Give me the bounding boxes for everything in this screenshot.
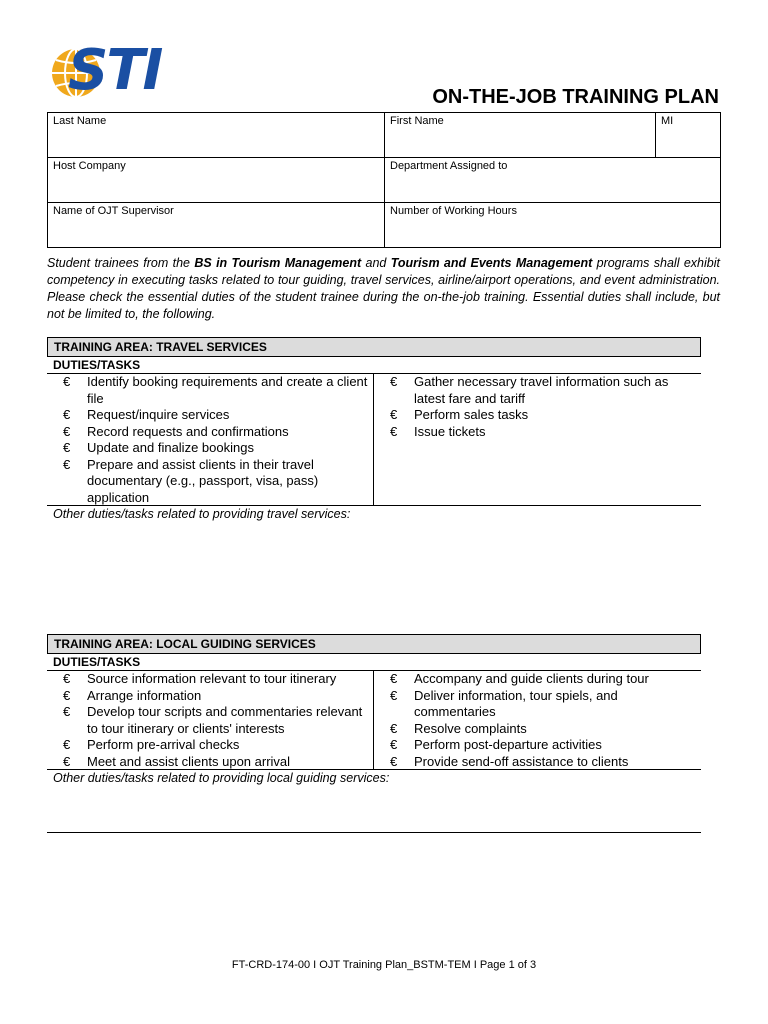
checkbox-icon[interactable]: € xyxy=(390,753,398,769)
checkbox-icon[interactable]: € xyxy=(390,687,398,703)
department-field[interactable] xyxy=(385,158,721,203)
task-label: Develop tour scripts and commentaries relevant to tour itinerary or clients' interests xyxy=(87,704,363,736)
task-label: Record requests and confirmations xyxy=(87,423,289,439)
travel-duties-label: DUTIES/TASKS xyxy=(47,357,701,374)
intro-text-3: programs shall exhibit competency in executing tasks related to tour guiding, travel services, airline/airport operations, and event administration. Please check the essential duties of the student trainee during the on-the-job training. Essential duties shall include, but not be limited to, the following. xyxy=(47,256,720,321)
last-name-field[interactable] xyxy=(48,113,385,158)
task-label: Meet and assist clients upon arrival xyxy=(87,753,291,769)
task-label: Issue tickets xyxy=(414,423,486,439)
task-checkbox-item[interactable] xyxy=(63,424,369,441)
task-label: Deliver information, tour spiels, and commentaries xyxy=(414,687,618,719)
host-company-label: Host Company xyxy=(53,160,126,172)
task-checkbox-item[interactable] xyxy=(63,407,369,424)
task-label: Identify booking requirements and create a client file xyxy=(87,374,368,406)
intro-text-1: Student trainees from the xyxy=(47,256,195,270)
task-checkbox-item[interactable] xyxy=(390,671,697,688)
task-checkbox-item[interactable] xyxy=(63,671,369,688)
trainee-info-table xyxy=(47,112,721,248)
task-checkbox-item[interactable] xyxy=(63,754,369,771)
guiding-tasks-right xyxy=(374,671,701,769)
checkbox-icon[interactable]: € xyxy=(390,671,398,686)
working-hours-label: Number of Working Hours xyxy=(390,205,517,217)
department-label: Department Assigned to xyxy=(390,160,508,172)
checkbox-icon[interactable]: € xyxy=(63,753,71,769)
checkbox-icon[interactable]: € xyxy=(63,374,71,389)
task-checkbox-item[interactable] xyxy=(390,407,697,424)
checkbox-icon[interactable]: € xyxy=(63,671,71,686)
mi-field[interactable] xyxy=(656,113,721,158)
task-checkbox-item[interactable] xyxy=(390,374,697,407)
checkbox-icon[interactable]: € xyxy=(63,687,71,703)
checkbox-icon[interactable]: € xyxy=(63,737,71,752)
task-checkbox-item[interactable] xyxy=(390,721,697,738)
supervisor-field[interactable] xyxy=(48,203,385,248)
checkbox-icon[interactable]: € xyxy=(63,407,71,422)
task-label: Accompany and guide clients during tour xyxy=(414,671,649,686)
task-label: Request/inquire services xyxy=(87,407,230,422)
host-company-field[interactable] xyxy=(48,158,385,203)
task-checkbox-item[interactable] xyxy=(63,704,369,737)
logo-wordmark: STI xyxy=(68,38,162,103)
guiding-duties-label: DUTIES/TASKS xyxy=(47,654,701,671)
section-divider xyxy=(47,832,701,833)
supervisor-label: Name of OJT Supervisor xyxy=(53,205,174,217)
task-label: Source information relevant to tour itinerary xyxy=(87,671,337,686)
intro-paragraph xyxy=(47,255,720,323)
intro-text-2: and xyxy=(361,256,391,270)
task-label: Resolve complaints xyxy=(414,720,527,736)
task-checkbox-item[interactable] xyxy=(63,737,369,754)
checkbox-icon[interactable]: € xyxy=(63,423,71,439)
program-name-tourism-events: Tourism and Events Management xyxy=(390,256,593,270)
last-name-label: Last Name xyxy=(53,115,107,127)
task-checkbox-item[interactable] xyxy=(390,424,697,441)
checkbox-icon[interactable]: € xyxy=(390,407,398,422)
checkbox-icon[interactable]: € xyxy=(390,737,398,752)
page-title: ON-THE-JOB TRAINING PLAN xyxy=(432,86,719,108)
task-label: Provide send-off assistance to clients xyxy=(414,753,629,769)
travel-area-header: TRAINING AREA: TRAVEL SERVICES xyxy=(47,337,701,357)
checkbox-icon[interactable]: € xyxy=(63,704,71,719)
training-area-local-guiding xyxy=(47,634,701,787)
travel-other-duties-label: Other duties/tasks related to providing travel services: xyxy=(53,507,351,521)
task-label: Perform pre-arrival checks xyxy=(87,737,240,752)
mi-label: MI xyxy=(661,115,674,127)
checkbox-icon[interactable]: € xyxy=(63,440,71,455)
task-checkbox-item[interactable] xyxy=(63,457,369,507)
checkbox-icon[interactable]: € xyxy=(390,720,398,736)
training-area-travel-services xyxy=(47,337,701,523)
page-footer: FT-CRD-174-00 I OJT Training Plan_BSTM-TEM I Page 1 of 3 xyxy=(231,959,537,971)
checkbox-icon[interactable]: € xyxy=(390,374,398,389)
program-name-tourism-management: BS in Tourism Management xyxy=(194,256,362,270)
guiding-area-header: TRAINING AREA: LOCAL GUIDING SERVICES xyxy=(47,634,701,654)
checkbox-icon[interactable]: € xyxy=(63,456,71,472)
task-label: Prepare and assist clients in their travel documentary (e.g., passport, visa, pass) application xyxy=(87,456,319,505)
guiding-other-duties-label: Other duties/tasks related to providing local guiding services: xyxy=(53,771,390,785)
task-checkbox-item[interactable] xyxy=(63,688,369,705)
task-checkbox-item[interactable] xyxy=(390,754,697,771)
travel-tasks-right xyxy=(374,374,701,505)
task-label: Update and finalize bookings xyxy=(87,440,254,455)
task-label: Arrange information xyxy=(87,687,202,703)
task-label: Gather necessary travel information such as latest fare and tariff xyxy=(414,374,669,406)
first-name-label: First Name xyxy=(390,115,444,127)
task-checkbox-item[interactable] xyxy=(390,737,697,754)
task-checkbox-item[interactable] xyxy=(63,374,369,407)
task-checkbox-item[interactable] xyxy=(63,440,369,457)
checkbox-icon[interactable]: € xyxy=(390,423,398,439)
task-label: Perform sales tasks xyxy=(414,407,529,422)
first-name-field[interactable] xyxy=(385,113,656,158)
travel-tasks-left xyxy=(47,374,374,505)
guiding-tasks-left xyxy=(47,671,374,769)
task-label: Perform post-departure activities xyxy=(414,737,602,752)
task-checkbox-item[interactable] xyxy=(390,688,697,721)
working-hours-field[interactable] xyxy=(385,203,721,248)
